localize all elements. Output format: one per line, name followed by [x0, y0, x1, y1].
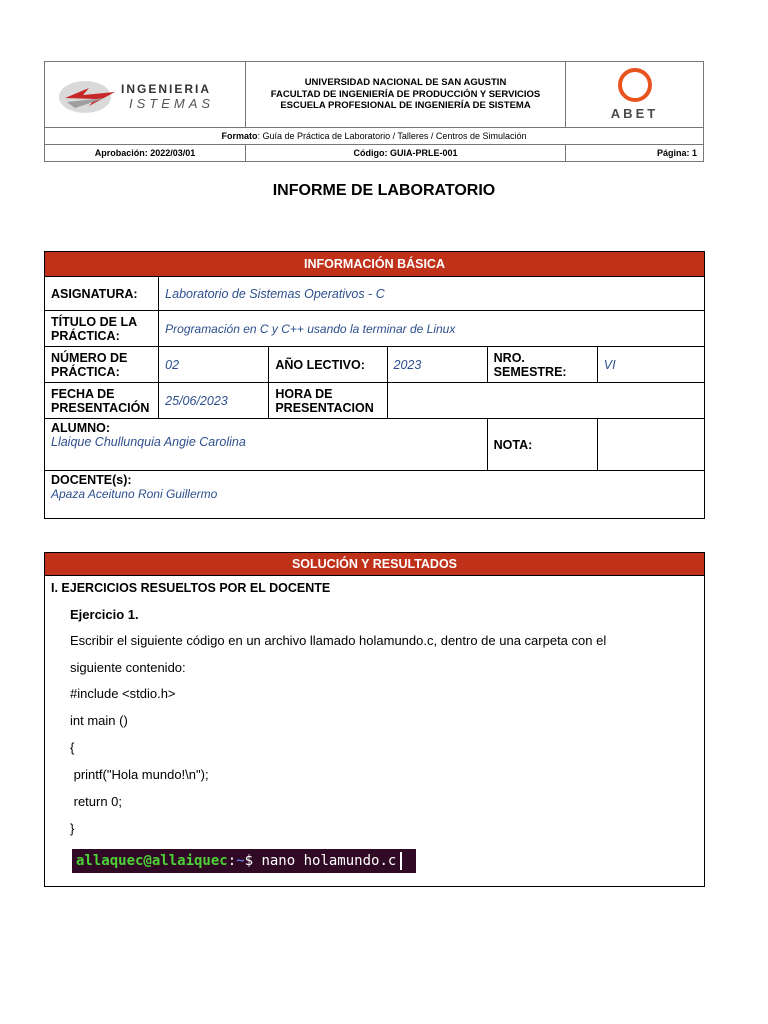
abet-cell	[566, 62, 704, 128]
subject-label: ASIGNATURA:	[45, 277, 159, 311]
code-line-6: }	[70, 821, 75, 836]
code-line-4: printf("Hola mundo!\n");	[70, 767, 209, 782]
terminal-path: ~	[236, 853, 245, 869]
code-line-5: return 0;	[70, 794, 123, 809]
basic-info-table	[44, 251, 705, 519]
instruction-line-2: siguiente contenido:	[70, 660, 186, 675]
page-title: INFORME DE LABORATORIO	[272, 182, 496, 199]
faculty-name: FACULTAD DE INGENIERÍA DE PRODUCCIÓN Y SERVICIOS	[270, 88, 541, 100]
practice-number-label: NÚMERO DE PRÁCTICA:	[45, 347, 159, 383]
abet-label: ABET	[610, 106, 659, 121]
date-value: 25/06/2023	[159, 383, 269, 419]
student-value: Llaique Chullunquia Angie Carolina	[51, 435, 246, 449]
code-line-3: {	[70, 740, 75, 755]
format-value: : Guía de Práctica de Laboratorio / Talleres / Centros de Simulación	[257, 131, 527, 141]
format-row	[45, 128, 704, 145]
year-label: AÑO LECTIVO:	[269, 347, 387, 383]
grade-value	[597, 419, 704, 471]
teacher-cell	[45, 471, 705, 519]
terminal-screenshot	[72, 849, 416, 873]
practice-title-label: TÍTULO DE LA PRÁCTICA:	[45, 311, 159, 347]
terminal-user: allaquec@allaiquec	[76, 853, 228, 869]
university-name: UNIVERSIDAD NACIONAL DE SAN AGUSTIN	[304, 77, 507, 89]
semester-value: VI	[597, 347, 704, 383]
instruction-line-1: Escribir el siguiente código en un archivo llamado holamundo.c, dentro de una carpeta con el	[70, 633, 607, 648]
date-label: FECHA DE PRESENTACIÓN	[45, 383, 159, 419]
teacher-value: Apaza Aceituno Roni Guillermo	[51, 487, 218, 501]
institution-cell	[246, 62, 566, 128]
exercise-title: Ejercicio 1.	[70, 607, 139, 622]
time-label: HORA DE PRESENTACION	[269, 383, 387, 419]
document-header	[44, 61, 703, 163]
student-label: ALUMNO:	[51, 421, 111, 435]
student-cell	[45, 419, 488, 471]
time-value	[387, 383, 705, 419]
ingenieria-sistemas-logo	[45, 62, 245, 127]
terminal-cursor-icon	[400, 852, 402, 870]
logo-word-sistemas: ISTEMAS	[129, 96, 215, 111]
school-name: ESCUELA PROFESIONAL DE INGENIERÍA DE SISTEMA	[280, 100, 531, 112]
page-number: Página: 1	[566, 145, 704, 162]
subject-value: Laboratorio de Sistemas Operativos - C	[159, 277, 705, 311]
approval-date: Aprobación: 2022/03/01	[45, 145, 246, 162]
logo-cell	[45, 62, 246, 128]
grade-label: NOTA:	[487, 419, 597, 471]
document-code: Código: GUIA-PRLE-001	[246, 145, 566, 162]
teacher-label: DOCENTE(s):	[51, 473, 132, 487]
practice-number-value: 02	[159, 347, 269, 383]
section-title: I. EJERCICIOS RESUELTOS POR EL DOCENTE	[51, 581, 331, 595]
semester-label: NRO. SEMESTRE:	[487, 347, 597, 383]
practice-title-value: Programación en C y C++ usando la terminar de Linux	[159, 311, 705, 347]
logo-word-ingenieria: INGENIERIA	[121, 82, 212, 96]
code-line-1: #include <stdio.h>	[70, 686, 176, 701]
solution-heading: SOLUCIÓN Y RESULTADOS	[45, 553, 704, 576]
terminal-colon: :	[227, 853, 237, 869]
format-label: Formato	[221, 131, 258, 141]
code-line-2: int main ()	[70, 713, 128, 728]
basic-info-heading: INFORMACIÓN BÁSICA	[45, 252, 705, 277]
abet-logo-icon	[618, 68, 652, 102]
solution-section	[44, 552, 705, 887]
year-value: 2023	[387, 347, 487, 383]
terminal-command: $ nano holamundo.c	[244, 853, 397, 869]
